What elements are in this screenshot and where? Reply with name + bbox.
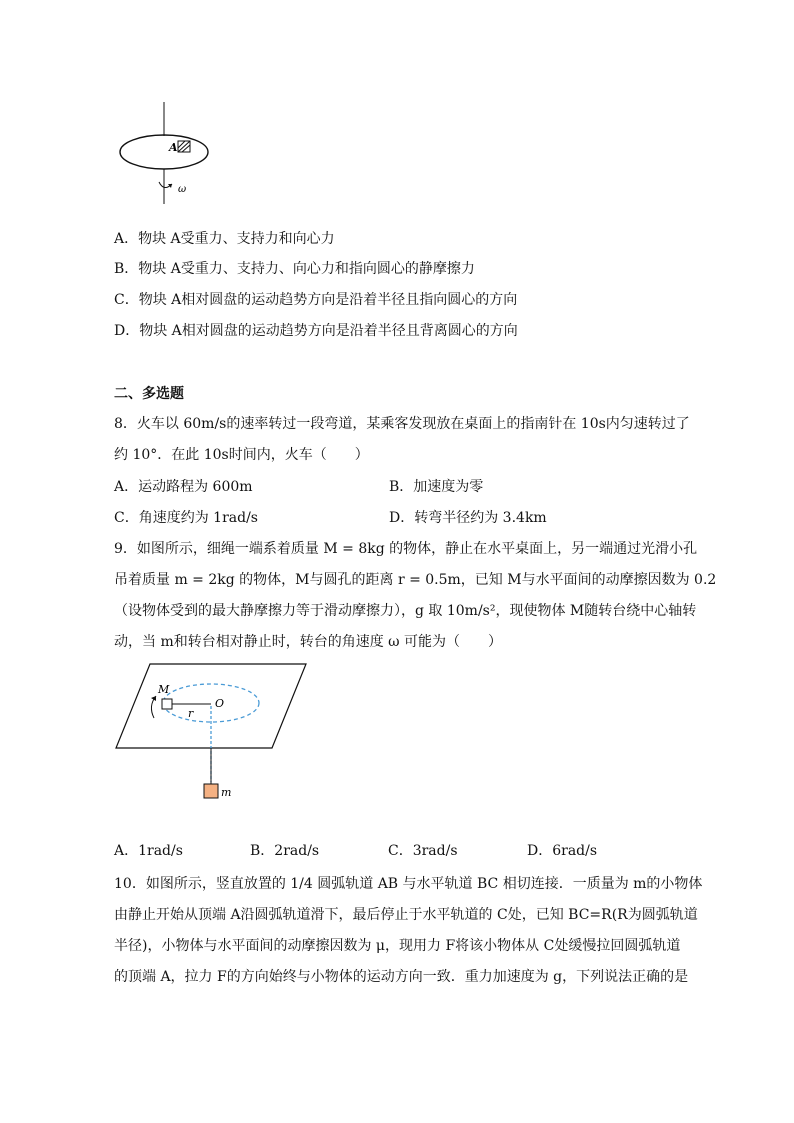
q8-option-c: C．角速度约为 1rad/s: [114, 510, 258, 526]
q7-option-b: B．物块 A受重力、支持力、向心力和指向圆心的静摩擦力: [114, 261, 475, 277]
q8-option-b: B．加速度为零: [389, 479, 484, 495]
label-r: r: [188, 707, 194, 720]
rotation-arrowhead-icon: [168, 184, 172, 188]
q9-option-d: D．6rad/s: [527, 843, 598, 859]
q8-option-d: D．转弯半径约为 3.4km: [389, 510, 547, 526]
q9-option-c: C．3rad/s: [388, 843, 458, 859]
q9-stem-line3: （设物体受到的最大静摩擦力等于滑动摩擦力），g 取 10m/s²，现使物体 M随转台绕中心轴转: [114, 603, 697, 619]
rotating-disc-figure: [112, 100, 222, 210]
q10-stem-line1: 10．如图所示，竖直放置的 1/4 圆弧轨道 AB 与水平轨道 BC 相切连接．一质量为 m的小物体: [114, 876, 703, 892]
mass-small-m: [204, 784, 218, 798]
label-m-big: M: [158, 683, 170, 696]
section-title: 二、多选题: [114, 386, 184, 402]
omega-label: ω: [178, 184, 187, 195]
q7-option-c: C．物块 A相对圆盘的运动趋势方向是沿着半径且指向圆心的方向: [114, 292, 518, 308]
q9-stem-line4: 动，当 m和转台相对静止时，转台的角速度 ω 可能为（ ）: [114, 634, 503, 650]
q10-stem-line4: 的顶端 A，拉力 F的方向始终与小物体的运动方向一致．重力加速度为 g，下列说法正确的是: [114, 969, 689, 985]
q10-stem-line2: 由静止开始从顶端 A沿圆弧轨道滑下，最后停止于水平轨道的 C处，已知 BC=R(R为圆弧轨道: [114, 907, 698, 923]
q7-option-a: A．物块 A受重力、支持力和向心力: [114, 231, 335, 247]
q8-stem-line1: 8．火车以 60m/s的速率转过一段弯道，某乘客发现放在桌面上的指南针在 10s内匀速转过了: [114, 416, 690, 432]
q8-option-a: A．运动路程为 600m: [114, 479, 253, 495]
q9-stem-line1: 9．如图所示，细绳一端系着质量 M = 8kg 的物体，静止在水平桌面上，另一端通过光滑小孔: [114, 541, 698, 557]
q9-option-a: A．1rad/s: [114, 843, 183, 859]
q9-stem-line2: 吊着质量 m = 2kg 的物体，M与圆孔的距离 r = 0.5m，已知 M与水平面间的动摩擦因数为 0.2: [114, 572, 717, 588]
q9-option-b: B．2rad/s: [250, 843, 320, 859]
turntable-figure: [110, 660, 310, 805]
q8-stem-line2: 约 10°．在此 10s时间内，火车（ ）: [114, 447, 369, 463]
q10-stem-line3: 半径)，小物体与水平面间的动摩擦因数为 μ，现用力 F将该小物体从 C处缓慢拉回圆弧轨道: [114, 938, 681, 954]
disc: [120, 135, 208, 169]
label-o: O: [215, 697, 225, 710]
q7-option-d: D．物块 A相对圆盘的运动趋势方向是沿着半径且背离圆心的方向: [114, 323, 518, 339]
block-label: A: [169, 141, 178, 154]
label-m-small: m: [221, 786, 232, 799]
mass-big-m: [162, 699, 172, 709]
